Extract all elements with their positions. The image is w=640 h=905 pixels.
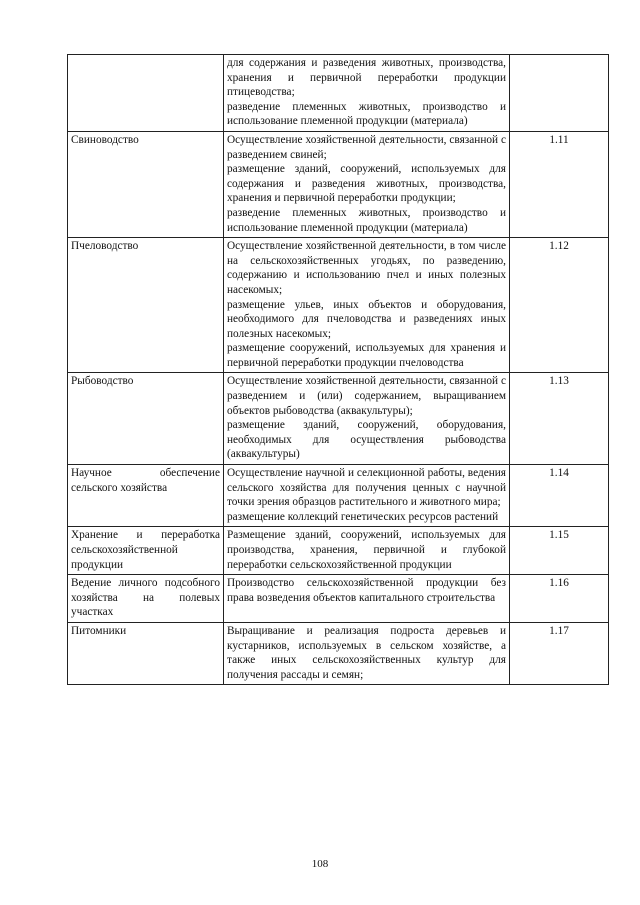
activity-name-cell: Рыбоводство [68, 373, 224, 465]
activity-code-cell [510, 55, 609, 132]
page-number: 108 [311, 858, 329, 870]
description-paragraph: размещение зданий, сооружений, используемых для содержания и разведения животных, производства, хранения и первичной переработки продукции; [227, 163, 506, 205]
description-paragraph: размещение зданий, сооружений, оборудования, необходимых для осуществления рыбоводства (аквакультуры) [227, 419, 506, 461]
activity-code-cell: 1.16 [510, 575, 609, 623]
activity-name-cell: Ведение личного подсобного хозяйства на полевых участках [68, 575, 224, 623]
description-paragraph: Осуществление научной и селекционной работы, ведения сельского хозяйства для получения ценных с научной точки зрения образцов растительного и животного мира; [227, 467, 506, 509]
table-row [68, 373, 609, 465]
description-paragraph: Осуществление хозяйственной деятельности, связанной с разведением свиней; [227, 133, 506, 161]
description-paragraph: размещение коллекций генетических ресурсов растений [227, 510, 499, 523]
activity-name-cell: Свиноводство [68, 131, 224, 237]
activity-code-cell: 1.17 [510, 622, 609, 684]
activity-name-cell: Хранение и переработка сельскохозяйственной продукции [68, 527, 224, 575]
activity-code-cell: 1.13 [510, 373, 609, 465]
description-paragraph: Осуществление хозяйственной деятельности, в том числе на сельскохозяйственных угодьях, по разведению, содержанию и использованию пчел и иных полезных насекомых; [227, 240, 506, 296]
description-paragraph: размещение ульев, иных объектов и оборудования, необходимого для пчеловодства и разведениях иных полезных насекомых; [227, 298, 506, 340]
description-paragraph: Выращивание и реализация подроста деревьев и кустарников, используемых в сельском хозяйстве, а также иных сельскохозяйственных культур для получения рассады и семян; [227, 624, 506, 681]
activity-code-cell: 1.11 [510, 131, 609, 237]
activity-description-cell [224, 575, 510, 623]
activity-name-cell: Научное обеспечение сельского хозяйства [68, 465, 224, 527]
description-paragraph: Осуществление хозяйственной деятельности, связанной с разведением и (или) содержанием, выращиванием объектов рыбоводства (аквакультуры); [227, 375, 506, 417]
description-paragraph: для содержания и разведения животных, производства, хранения и первичной переработки продукции птицеводства; [227, 57, 506, 99]
activity-code-cell: 1.15 [510, 527, 609, 575]
activity-name-cell [68, 55, 224, 132]
description-paragraph: разведение племенных животных, производство и использование племенной продукции (материала) [227, 206, 506, 234]
table-row [68, 131, 609, 237]
table-body [68, 55, 609, 685]
activity-description-cell [224, 131, 510, 237]
activity-description-cell [224, 622, 510, 684]
description-paragraph: разведение племенных животных, производство и использование племенной продукции (материала) [227, 100, 506, 128]
activity-code-cell: 1.12 [510, 238, 609, 373]
table-row [68, 465, 609, 527]
land-use-table [67, 54, 609, 685]
table-row [68, 527, 609, 575]
table-row [68, 622, 609, 684]
activity-code-cell: 1.14 [510, 465, 609, 527]
description-paragraph: размещение сооружений, используемых для хранения и первичной переработки продукции пчеловодства [227, 342, 506, 369]
activity-description-cell [224, 55, 510, 132]
activity-description-cell [224, 238, 510, 373]
activity-description-cell [224, 465, 510, 527]
table-row [68, 55, 609, 132]
table-row [68, 575, 609, 623]
description-paragraph: Размещение зданий, сооружений, используемых для производства, хранения, первичной и глубокой переработки сельскохозяйственной продукции [227, 529, 506, 571]
activity-description-cell [224, 373, 510, 465]
activity-name-cell: Питомники [68, 622, 224, 684]
activity-description-cell [224, 527, 510, 575]
activity-name-cell: Пчеловодство [68, 238, 224, 373]
description-paragraph: Производство сельскохозяйственной продукции без права возведения объектов капитального строительства [227, 577, 506, 604]
table-row [68, 238, 609, 373]
